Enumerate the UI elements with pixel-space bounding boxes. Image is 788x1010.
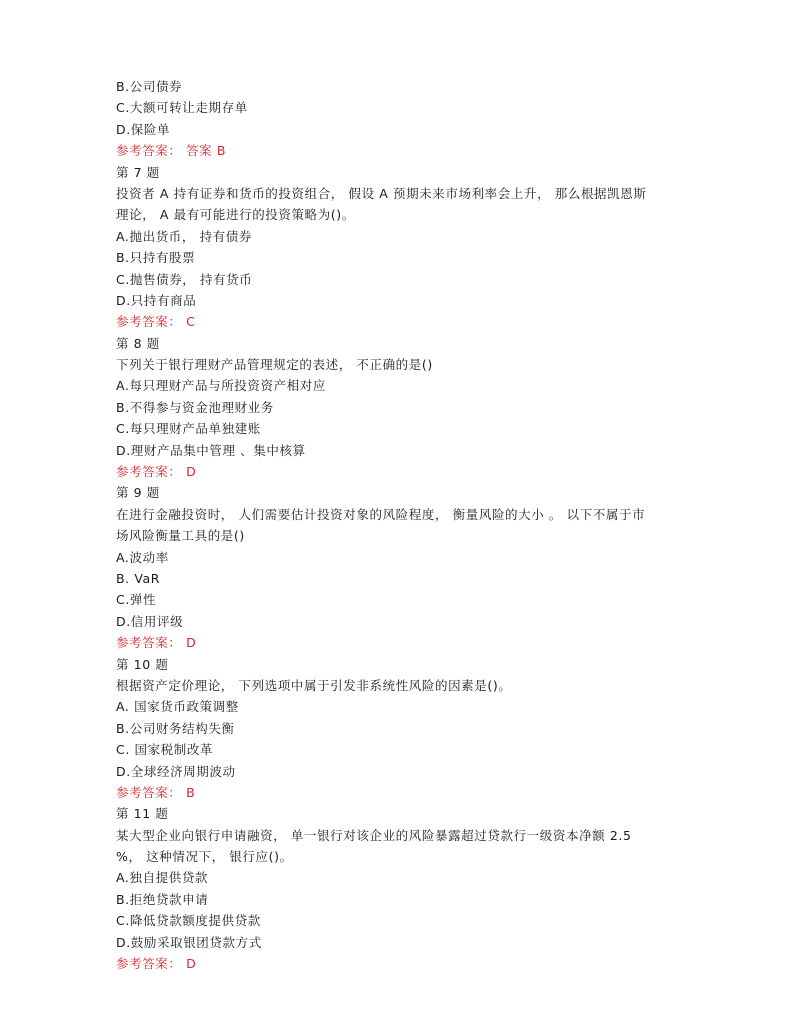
option-d: D.全球经济周期波动 — [116, 763, 236, 779]
option-b: B.只持有股票 — [116, 250, 196, 266]
question-10 — [116, 654, 676, 804]
option-d: D.理财产品集中管理 、集中核算 — [116, 442, 306, 458]
answer-text: 参考答案： D — [116, 635, 197, 651]
option-d: D.信用评级 — [116, 613, 184, 629]
document-page — [116, 76, 676, 974]
question-stem: 某大型企业向银行申请融资， 单一银行对该企业的风险暴露超过贷款行一级资本净额 2.5 — [116, 827, 632, 843]
option-a: A.每只理财产品与所投资资产相对应 — [116, 378, 327, 394]
question-stem: 场风险衡量工具的是() — [116, 528, 245, 544]
option-d: D.鼓励采取银团贷款方式 — [116, 934, 262, 950]
question-8 — [116, 333, 676, 483]
question-heading: 第 9 题 — [116, 485, 160, 501]
option-a: A.波动率 — [116, 549, 169, 565]
option-c: C.弹性 — [116, 592, 157, 608]
option-b: B. VaR — [116, 570, 161, 586]
option-b: B.不得参与资金池理财业务 — [116, 399, 274, 415]
option-d: D.保险单 — [116, 121, 171, 137]
answer-text: 参考答案： 答案 B — [116, 143, 227, 159]
option-d: D.只持有商品 — [116, 292, 197, 308]
question-9 — [116, 482, 676, 653]
question-heading: 第 7 题 — [116, 164, 160, 180]
question-heading: 第 8 题 — [116, 335, 160, 351]
option-b: B.公司债券 — [116, 79, 183, 94]
option-c: C.降低贷款额度提供贷款 — [116, 913, 261, 929]
option-b: B.公司财务结构失衡 — [116, 720, 235, 736]
answer-text: 参考答案： B — [116, 784, 196, 800]
question-stem: 根据资产定价理论， 下列选项中属于引发非系统性风险的因素是()。 — [116, 677, 512, 693]
question-stem: 理论， A 最有可能进行的投资策略为()。 — [116, 207, 355, 223]
answer-text: 参考答案： D — [116, 464, 197, 480]
option-b: B.拒绝贷款申请 — [116, 891, 209, 907]
option-c: C.每只理财产品单独建账 — [116, 421, 261, 437]
question-stem: 投资者 A 持有证券和货币的投资组合， 假设 A 预期未来市场利率会上升， 那么根据凯恩斯 — [116, 185, 647, 201]
question-11 — [116, 803, 676, 974]
question-stem: 在进行金融投资时， 人们需要估计投资对象的风险程度， 衡量风险的大小 。 以下不属于市 — [116, 506, 646, 522]
answer-text: 参考答案： C — [116, 314, 196, 330]
option-c: C.大额可转让走期存单 — [116, 100, 248, 116]
question-heading: 第 11 题 — [116, 806, 169, 822]
answer-text: 参考答案： D — [116, 956, 197, 972]
question-7 — [116, 162, 676, 333]
option-a: A.抛出货币， 持有债券 — [116, 228, 252, 244]
option-c: C. 国家税制改革 — [116, 742, 214, 758]
option-a: A.独自提供贷款 — [116, 870, 209, 886]
question-6-tail — [116, 76, 676, 162]
option-c: C.抛售债券， 持有货币 — [116, 271, 253, 287]
question-stem: 下列关于银行理财产品管理规定的表述， 不正确的是() — [116, 357, 433, 373]
question-stem: %， 这种情况下， 银行应()。 — [116, 849, 293, 865]
question-heading: 第 10 题 — [116, 656, 169, 672]
option-a: A. 国家货币政策调整 — [116, 699, 239, 715]
